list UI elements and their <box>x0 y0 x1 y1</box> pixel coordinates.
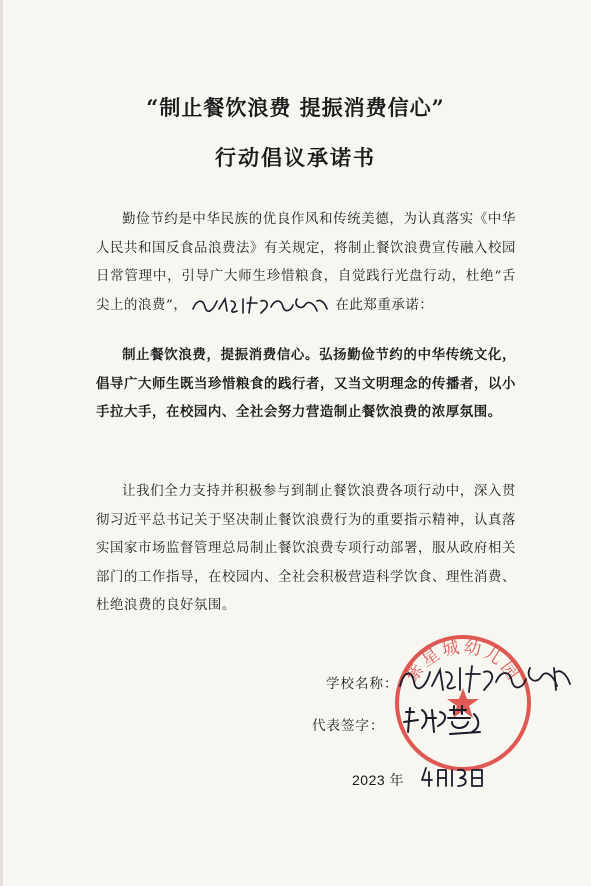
school-name-label: 学校名称： <box>326 676 399 692</box>
handwritten-date <box>420 764 490 790</box>
paragraph-2-text: 制止餐饮浪费，提振消费信心。弘扬勤俭节约的中华传统文化，倡导广大师生既当珍惜粮食的践行者，又当文明理念的传播者，以小手拉大手，在校园内、全社会努力营造制止餐饮浪费的浓厚氛围。 <box>96 348 516 420</box>
paragraph-1 <box>96 206 516 320</box>
scan-edge <box>0 0 16 886</box>
inline-school-signature <box>191 295 331 315</box>
seal-text: 紫星城幼儿园 <box>402 637 524 686</box>
signing-date-year: 2023 年 <box>352 772 405 788</box>
paragraph-1-before: 勤俭节约是中华民族的优良作风和传统美德，为认真落实《中华人民共和国反食品浪费法》有关规定，将制止餐饮浪费宣传融入校园日常管理中，引导广大师生珍惜粮食，自觉践行光盘行动，杜绝“舌尖上的浪费”， <box>96 212 516 313</box>
title-line2: 行动倡议承诺书 <box>215 145 376 170</box>
title-line1: “制止餐饮浪费 提振消费信心” <box>146 95 445 120</box>
paragraph-3 <box>96 478 516 621</box>
paragraph-3-text: 让我们全力支持并积极参与到制止餐饮浪费各项行动中，深入贯彻习近平总书记关于坚决制止餐饮浪费行为的重要指示精神，认真落实国家市场监督管理总局制止餐饮浪费专项行动部署，服从政府相关部门的工作指导，在校园内、全社会积极营造科学饮食、理性消费、杜绝浪费的良好氛围。 <box>96 484 516 613</box>
representative-signature <box>400 704 500 738</box>
paragraph-1-after: 在此郑重承诺： <box>335 297 434 313</box>
school-name-signature <box>396 662 576 696</box>
representative-label: 代表签字： <box>312 718 385 734</box>
official-seal <box>388 628 538 778</box>
paragraph-2 <box>96 342 516 428</box>
